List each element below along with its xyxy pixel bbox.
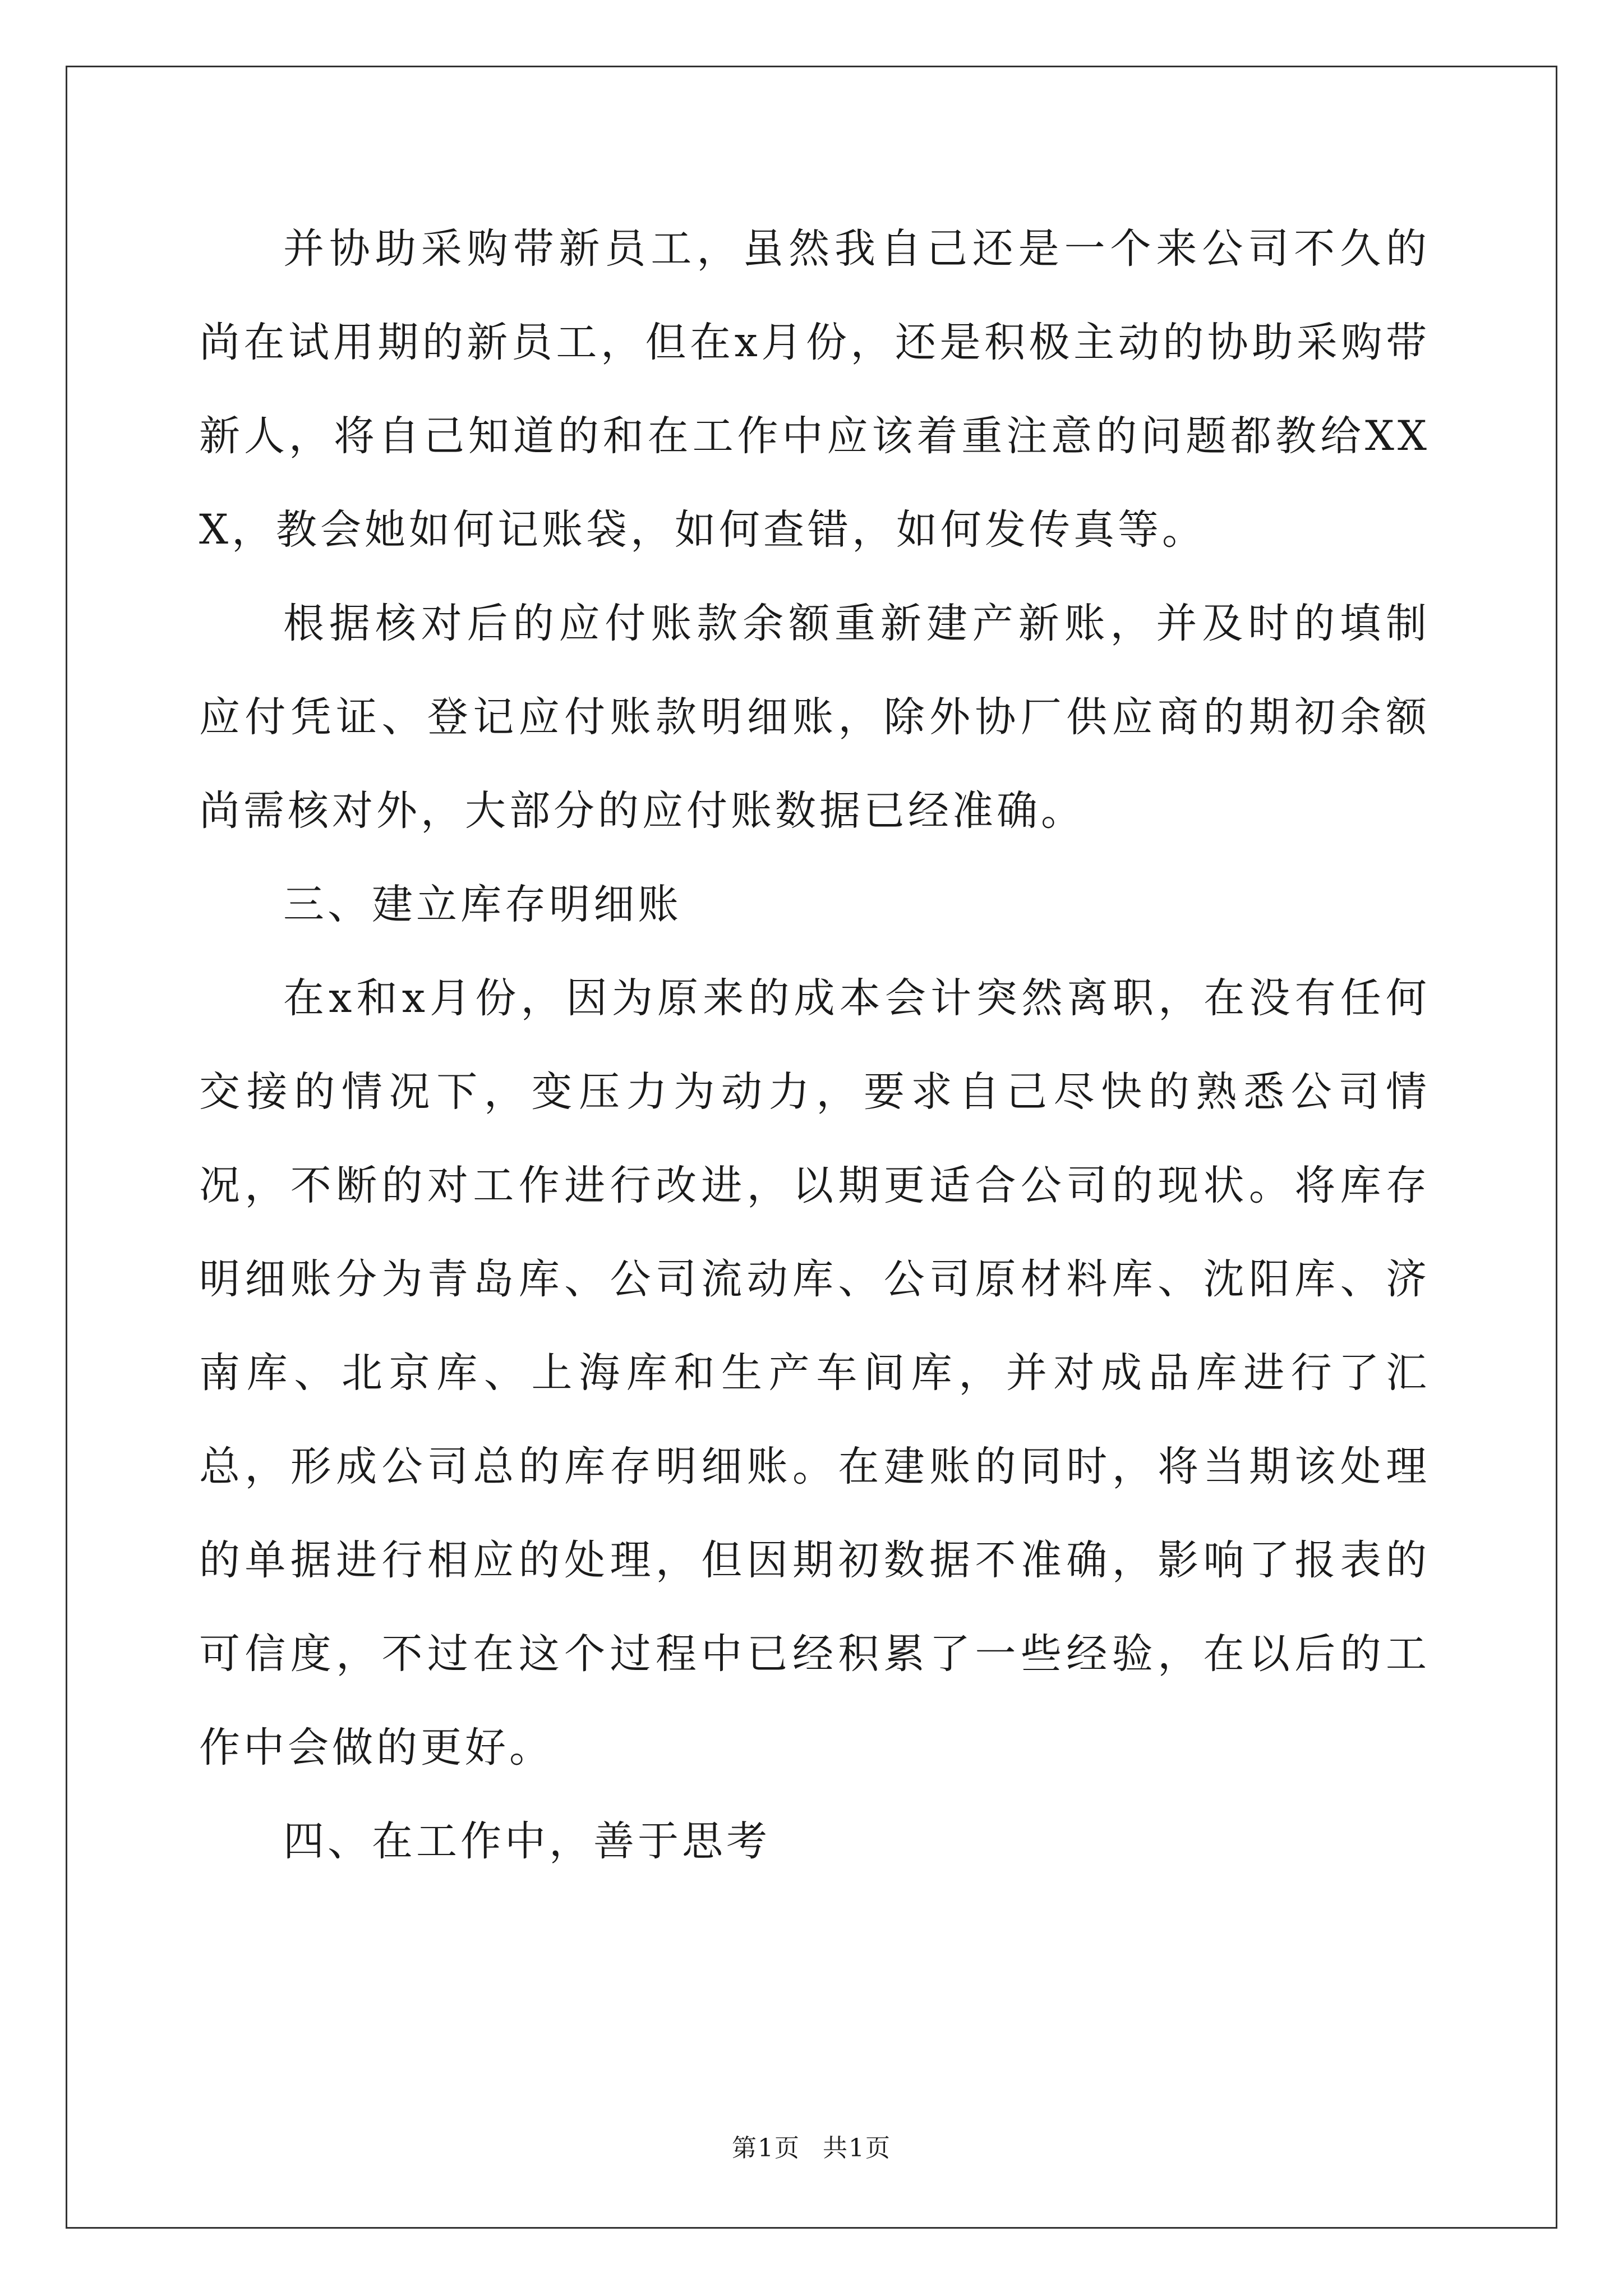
paragraph-inventory-ledger: 在x和x月份，因为原来的成本会计突然离职，在没有任何交接的情况下，变压力为动力，要求自己尽快的熟悉公司情况，不断的对工作进行改进，以期更适合公司的现状。将库存明细账分为青岛库、公司流动库、公司原材料库、沈阳库、济南库、北京库、上海库和生产车间库，并对成品库进行了汇总，形成公司总的库存明细账。在建账的同时，将当期该处理的单据进行相应的处理，但因期初数据不准确，影响了报表的可信度，不过在这个过程中已经积累了一些经验，在以后的工作中会做的更好。	[199, 974, 1430, 1772]
page-footer	[0, 2132, 1623, 2165]
total-pages: 共1页	[823, 2134, 891, 2162]
page-number: 第1页	[732, 2134, 800, 2162]
paragraph-assist-procurement: 并协助采购带新员工，虽然我自己还是一个来公司不久的尚在试用期的新员工，但在x月份，还是积极主动的协助采购带新人，将自己知道的和在工作中应该着重注意的问题都教给XXX，教会她如何记账袋，如何查错，如何发传真等。	[199, 225, 1430, 554]
document-body	[199, 202, 1430, 1888]
section-heading-thinking-at-work: 四、在工作中，善于思考	[283, 1818, 771, 1865]
paragraph-accounts-payable: 根据核对后的应付账款余额重新建产新账，并及时的填制应付凭证、登记应付账款明细账，除外协厂供应商的期初余额尚需核对外，大部分的应付账数据已经准确。	[199, 600, 1430, 835]
section-heading-inventory-ledger: 三、建立库存明细账	[283, 881, 682, 928]
